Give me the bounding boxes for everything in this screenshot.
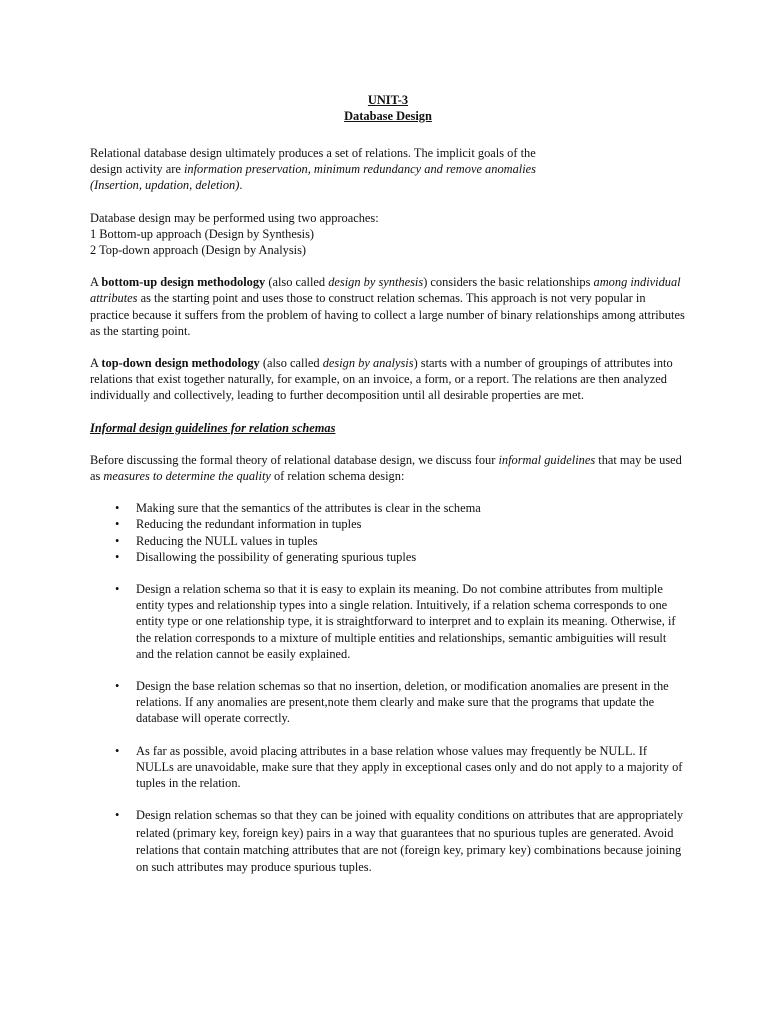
list-item (90, 533, 686, 549)
guideline-item (90, 581, 686, 662)
guideline-text: As far as possible, avoid placing attributes in a base relation whose values may frequently be NULL. If NULLs are unavoidable, make sure that they apply in exceptional cases only and do not apply to a majority of tuples in the relation. (136, 743, 683, 791)
list-item (90, 500, 686, 516)
unit-heading: UNIT-3 (367, 93, 409, 107)
list-item (90, 516, 686, 532)
guideline-item (90, 807, 686, 876)
before-t1: Before discussing the formal theory of relational database design, we discuss four (90, 452, 499, 467)
intro-text: Relational database design ultimately produces a set of relations. The implicit goals of the design activity are (90, 146, 536, 177)
guideline-item (90, 678, 686, 727)
list-item-text: Making sure that the semantics of the attributes is clear in the schema (136, 501, 481, 516)
list-item-text: Reducing the redundant information in tuples (136, 517, 362, 532)
bullet-icon: • (115, 679, 120, 694)
approach-item: 1 Bottom-up approach (Design by Synthesis) (90, 226, 315, 241)
bottom-up-t2: ) considers the basic relationships (423, 275, 594, 290)
before-italic2: measures to determine the quality (103, 469, 271, 484)
bullet-icon: • (115, 582, 120, 597)
guideline-text: Design a relation schema so that it is easy to explain its meaning. Do not combine attributes from multiple entity types and relationship types into a single relation. Intuitively, if a relation schema corresponds to one entity type or one relationship type, it is straightforward to interpret and to explain its meaning. Otherwise, if the relation corresponds to a mixture of multiple entities and relationships, semantic ambiguities will result and the relation cannot be easily explained. (136, 582, 676, 661)
bullet-icon: • (115, 549, 120, 564)
bottom-up-t3: as the starting point and uses those to construct relation schemas. This approach is not very popular in practice because it suffers from the problem of having to collect a large number of binary relationships among attributes as the starting point. (90, 291, 685, 338)
list-item-text: Disallowing the possibility of generating spurious tuples (136, 549, 417, 564)
before-italic1: informal guidelines (498, 452, 596, 467)
approach-item: 2 Top-down approach (Design by Analysis) (90, 243, 307, 258)
bottom-up-alias: design by synthesis (328, 275, 424, 290)
bullet-icon: • (115, 517, 120, 532)
list-item-text: Reducing the NULL values in tuples (136, 533, 318, 548)
page-title: Database Design (344, 109, 432, 123)
approaches-lead: Database design may be performed using two approaches: (90, 210, 379, 225)
bullet-icon: • (115, 533, 120, 548)
section-heading: Informal design guidelines for relation schemas (90, 420, 336, 435)
bullet-icon: • (115, 743, 120, 758)
bottom-up-italic: among individual attributes (90, 275, 681, 306)
document-page (90, 92, 686, 876)
before-t3: of relation schema design: (270, 469, 405, 484)
top-down-term: top-down design methodology (101, 356, 260, 371)
bullet-icon: • (115, 808, 120, 823)
bottom-up-term: bottom-up design methodology (101, 275, 266, 290)
guideline-summary-list (90, 500, 686, 565)
guideline-item (90, 743, 686, 792)
intro-paragraph (90, 145, 540, 194)
approaches-paragraph (90, 210, 686, 259)
top-down-alias: design by analysis (322, 356, 414, 371)
top-down-t1: (also called (259, 356, 323, 371)
intro-goals: information preservation, minimum redundancy and remove anomalies (Insertion, updation, deletion) (90, 162, 536, 193)
top-down-a: A (90, 356, 102, 371)
before-t2: that may be used as (90, 452, 682, 484)
list-item (90, 549, 686, 565)
intro-end: . (239, 178, 243, 193)
guideline-text: Design relation schemas so that they can be joined with equality conditions on attributes that are appropriately related (primary key, foreign key) pairs in a way that guarantees that no spurious tuples are generated. Avoid relations that contain matching attributes that are not (foreign key, primary key) combinations because joining on such attributes may produce spurious tuples. (136, 808, 684, 875)
bullet-icon: • (115, 501, 120, 516)
bottom-up-t1: (also called (265, 275, 329, 290)
top-down-t2: ) starts with a number of groupings of attributes into relations that exist together naturally, for example, on an invoice, a form, or a report. The relations are then analyzed individually and collectively, leading to further decomposition until all desirable properties are met. (90, 356, 673, 403)
guideline-detail-list (90, 581, 686, 876)
bottom-up-paragraph (90, 274, 686, 339)
guideline-text: Design the base relation schemas so that no insertion, deletion, or modification anomalies are present in the relations. If any anomalies are present,note them clearly and make sure that the programs that update the database will operate correctly. (136, 679, 669, 726)
top-down-paragraph (90, 355, 686, 404)
guidelines-intro-paragraph (90, 452, 686, 484)
bottom-up-a: A (90, 275, 102, 290)
